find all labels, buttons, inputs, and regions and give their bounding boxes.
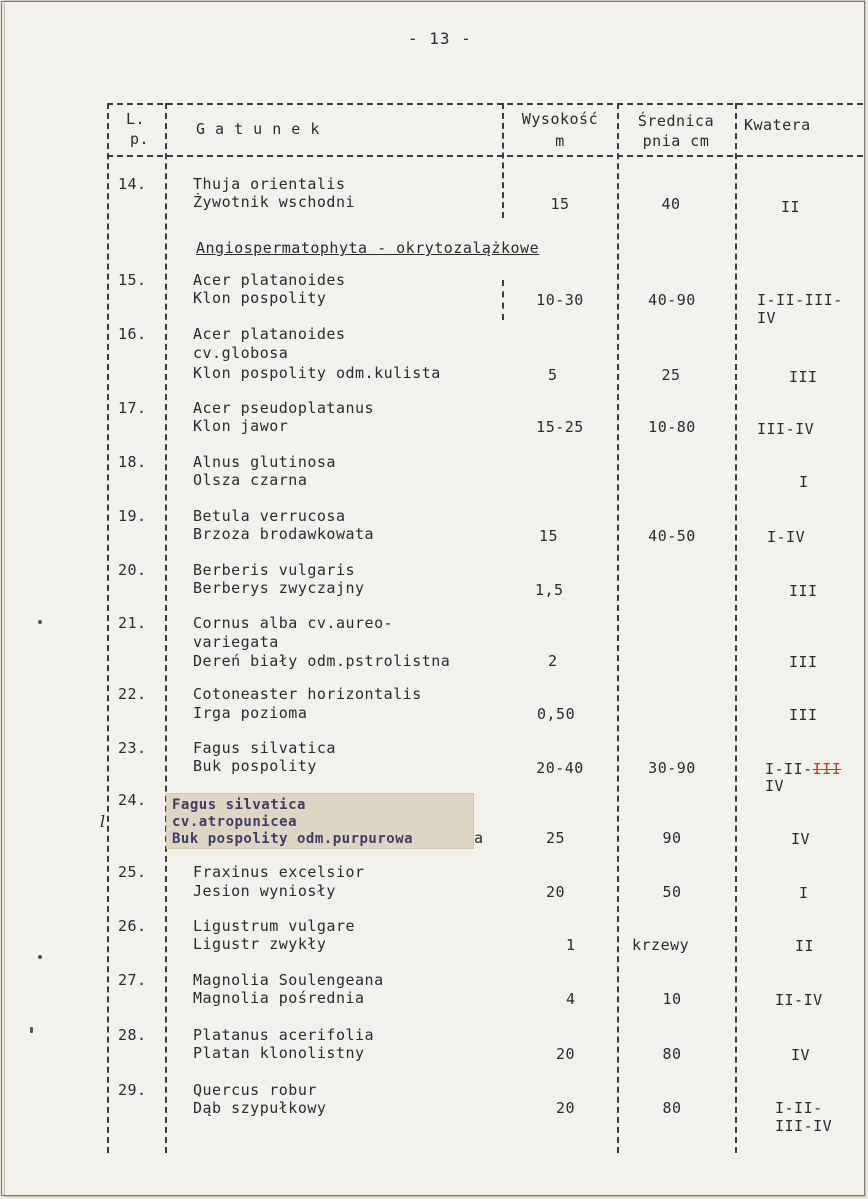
row-24-number: 24. <box>118 791 147 809</box>
row-14-latin: Thuja orientalis <box>193 175 346 193</box>
row-25-number: 25. <box>118 863 147 881</box>
page-number: - 13 - <box>408 29 472 48</box>
row-16-cultivar: cv.globosa <box>193 344 289 362</box>
header-bottom-rule <box>107 155 863 157</box>
row-14-polish: Żywotnik wschodni <box>193 193 356 211</box>
row-24-diameter: 90 <box>662 829 682 847</box>
row-22-number: 22. <box>118 685 147 703</box>
header-wysokosc-line2: m <box>555 132 565 150</box>
row-21-polish: Dereń biały odm.pstrolistna <box>193 652 451 670</box>
row-14-number: 14. <box>118 175 147 193</box>
row-28-quarter: IV <box>791 1046 811 1064</box>
row-20-quarter: III <box>789 582 818 600</box>
row-26-polish: Ligustr zwykły <box>193 935 327 953</box>
row-23-latin: Fagus silvatica <box>193 739 336 757</box>
header-lp-line2: p. <box>130 130 150 148</box>
row-20-polish: Berberys zwyczajny <box>193 579 365 597</box>
row-24-latin: Fagus silvatica <box>172 797 306 813</box>
row-14-height: 15 <box>550 195 570 213</box>
row-15-latin: Acer platanoides <box>193 271 346 289</box>
row-23-quarter-line1 <box>765 760 841 778</box>
row-28-latin: Platanus acerifolia <box>193 1026 375 1044</box>
row-16-quarter: III <box>789 368 818 386</box>
row-23-quarter-line2: IV <box>765 777 785 795</box>
row-21-height: 2 <box>548 652 558 670</box>
row-19-latin: Betula verrucosa <box>193 507 346 525</box>
row-25-height: 20 <box>546 883 566 901</box>
header-srednica-line1: Średnica <box>637 112 715 130</box>
row-26-height: 1 <box>566 936 576 954</box>
row-19-polish: Brzoza brodawkowata <box>193 525 375 543</box>
row-29-latin: Quercus robur <box>193 1081 317 1099</box>
row-17-diameter: 10-80 <box>648 418 696 436</box>
header-lp-line1: L. <box>126 110 146 128</box>
header-kwatera: Kwatera <box>744 116 811 134</box>
row-29-quarter-line2: III-IV <box>775 1117 833 1135</box>
paper-speck <box>30 1027 33 1033</box>
row-23-quarter-text: I-II- <box>765 760 813 778</box>
row-26-quarter: II <box>795 937 815 955</box>
row-15-diameter: 40-90 <box>648 291 696 309</box>
column-rule-wysokosc <box>617 103 619 1153</box>
row-24-polish: Buk pospolity odm.purpurowa <box>172 831 414 847</box>
row-19-diameter: 40-50 <box>648 527 696 545</box>
pasted-correction-label <box>166 793 474 849</box>
row-25-quarter: I <box>799 884 809 902</box>
row-21-quarter: III <box>789 653 818 671</box>
row-25-diameter: 50 <box>662 883 682 901</box>
row-27-diameter: 10 <box>662 990 682 1008</box>
row-22-height: 0,50 <box>537 705 576 723</box>
row-21-latin-cont: variegata <box>193 633 279 651</box>
row-19-number: 19. <box>118 507 147 525</box>
row-18-number: 18. <box>118 453 147 471</box>
row-26-number: 26. <box>118 917 147 935</box>
row-15-quarter-line2: IV <box>757 309 777 327</box>
row-27-height: 4 <box>566 990 576 1008</box>
row-17-height: 15-25 <box>536 418 584 436</box>
row-25-latin: Fraxinus excelsior <box>193 863 365 881</box>
row-17-number: 17. <box>118 399 147 417</box>
column-rule-gatunek-mid <box>502 280 504 320</box>
column-rule-gatunek-top <box>502 103 504 218</box>
column-rule-srednica <box>735 103 737 1153</box>
header-wysokosc-line1: Wysokość <box>521 110 599 128</box>
section-heading: Angiospermatophyta - okrytozalążkowe <box>196 239 540 257</box>
row-22-latin: Cotoneaster horizontalis <box>193 685 422 703</box>
row-24-height: 25 <box>546 829 566 847</box>
row-15-height: 10-30 <box>536 291 584 309</box>
row-28-polish: Platan klonolistny <box>193 1044 365 1062</box>
row-28-number: 28. <box>118 1026 147 1044</box>
row-19-height: 15 <box>539 527 559 545</box>
table-top-rule <box>107 103 863 105</box>
row-27-polish: Magnolia pośrednia <box>193 989 365 1007</box>
row-17-polish: Klon jawor <box>193 417 289 435</box>
row-24-quarter: IV <box>791 830 811 848</box>
row-27-number: 27. <box>118 971 147 989</box>
row-19-quarter: I-IV <box>767 528 806 546</box>
row-26-diameter: krzewy <box>632 936 690 954</box>
row-16-height: 5 <box>548 366 558 384</box>
row-23-number: 23. <box>118 739 147 757</box>
row-20-number: 20. <box>118 561 147 579</box>
row-18-latin: Alnus glutinosa <box>193 453 336 471</box>
row-24-cultivar: cv.atropunicea <box>172 814 298 830</box>
margin-handwritten-mark: l <box>100 812 106 831</box>
row-29-number: 29. <box>118 1081 147 1099</box>
row-17-quarter: III-IV <box>757 420 815 438</box>
row-16-diameter: 25 <box>661 366 681 384</box>
row-23-diameter: 30-90 <box>648 759 696 777</box>
row-29-polish: Dąb szypułkowy <box>193 1099 327 1117</box>
row-21-number: 21. <box>118 614 147 632</box>
row-28-diameter: 80 <box>662 1045 682 1063</box>
row-25-polish: Jesion wyniosły <box>193 882 336 900</box>
row-18-quarter: I <box>799 473 809 491</box>
row-21-latin: Cornus alba cv.aureo- <box>193 614 394 632</box>
row-27-latin: Magnolia Soulengeana <box>193 971 384 989</box>
row-16-latin: Acer platanoides <box>193 325 346 343</box>
row-27-quarter: II-IV <box>775 991 823 1009</box>
row-29-height: 20 <box>556 1099 576 1117</box>
row-22-polish: Irga pozioma <box>193 704 308 722</box>
row-16-number: 16. <box>118 325 147 343</box>
paper-speck <box>38 955 42 959</box>
table-left-rule <box>107 103 109 1153</box>
header-srednica-line2: pnia cm <box>642 132 710 150</box>
header-gatunek: G a t u n e k <box>196 120 320 138</box>
column-rule-lp <box>165 103 167 1153</box>
row-26-latin: Ligustrum vulgare <box>193 917 356 935</box>
row-22-quarter: III <box>789 706 818 724</box>
row-15-quarter-line1: I-II-III- <box>757 291 843 309</box>
row-18-polish: Olsza czarna <box>193 471 308 489</box>
row-23-polish: Buk pospolity <box>193 757 317 775</box>
row-14-quarter: II <box>781 198 801 216</box>
row-28-height: 20 <box>556 1045 576 1063</box>
row-29-diameter: 80 <box>662 1099 682 1117</box>
row-15-number: 15. <box>118 271 147 289</box>
row-14-diameter: 40 <box>661 195 681 213</box>
row-17-latin: Acer pseudoplatanus <box>193 399 375 417</box>
row-15-polish: Klon pospolity <box>193 289 327 307</box>
row-29-quarter-line1: I-II- <box>775 1099 823 1117</box>
row-20-latin: Berberis vulgaris <box>193 561 356 579</box>
row-23-height: 20-40 <box>536 759 584 777</box>
row-24-name-tail: a <box>474 829 484 847</box>
row-20-height: 1,5 <box>535 581 564 599</box>
row-23-struck-correction: III <box>812 760 842 778</box>
row-16-polish: Klon pospolity odm.kulista <box>193 364 441 382</box>
paper-speck <box>38 620 42 624</box>
